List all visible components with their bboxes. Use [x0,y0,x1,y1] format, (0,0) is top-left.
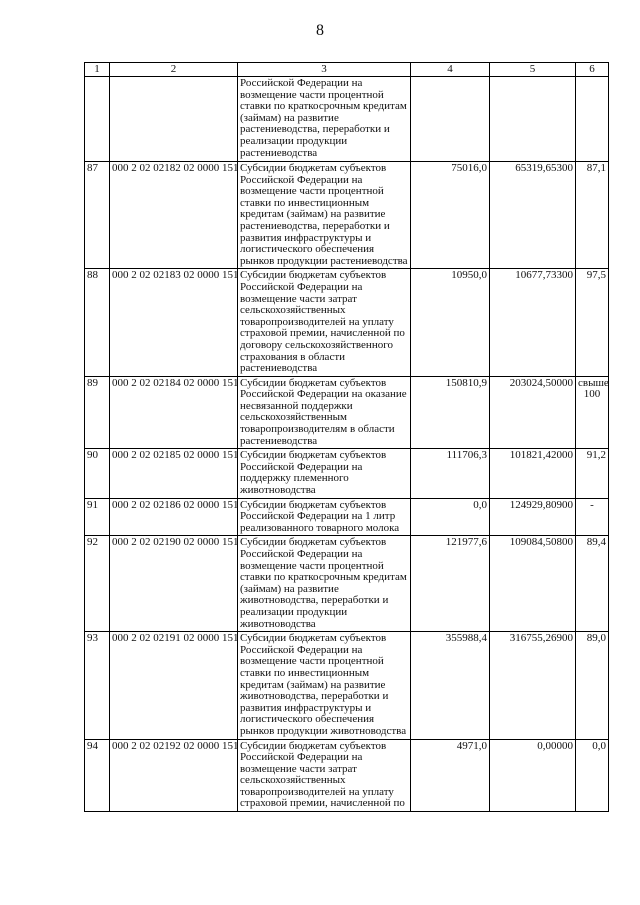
cell-plan: 10950,0 [411,269,490,376]
cell-num: 92 [85,536,110,632]
header-col-6: 6 [576,63,609,77]
cell-name: Российской Федерации на возмещение части процентной ставки по краткосрочным кредитам (займам) на развитие растениеводства, переработки и реализации продукции растениеводства [238,77,411,162]
cell-fact: 316755,26900 [490,632,576,739]
table-header-row [85,63,609,77]
cell-name: Субсидии бюджетам субъектов Российской Федерации на возмещение части процентной ставки по инвестиционным кредитам (займам) на развитие животноводства, переработки и развития инфраструктуры и логистического обеспечения рынков продукции животноводства [238,632,411,739]
cell-num [85,77,110,162]
table-row [85,536,609,632]
table-row [85,739,609,812]
cell-num: 88 [85,269,110,376]
cell-fact: 109084,50800 [490,536,576,632]
cell-pct: 89,4 [576,536,609,632]
cell-num: 93 [85,632,110,739]
page-number: 8 [316,22,324,39]
cell-pct: 87,1 [576,162,609,269]
cell-name: Субсидии бюджетам субъектов Российской Федерации на поддержку племенного животноводства [238,449,411,498]
cell-num: 89 [85,376,110,449]
cell-code: 000 2 02 02186 02 0000 151 [110,498,238,536]
cell-pct: свыше 100 [576,376,609,449]
header-col-2: 2 [110,63,238,77]
cell-name: Субсидии бюджетам субъектов Российской Федерации на возмещение части процентной ставки по инвестиционным кредитам (займам) на развитие растениеводства, переработки и развития инфраструктуры и логистического обеспечения рынков продукции растениеводства [238,162,411,269]
cell-plan [411,77,490,162]
cell-plan: 355988,4 [411,632,490,739]
cell-name: Субсидии бюджетам субъектов Российской Федерации на возмещение части затрат сельскохозяйственных товаропроизводителей на уплату страховой премии, начисленной по договору сельскохозяйственного страхования в области растениеводства [238,269,411,376]
cell-code: 000 2 02 02185 02 0000 151 [110,449,238,498]
cell-fact [490,77,576,162]
cell-plan: 4971,0 [411,739,490,812]
cell-code: 000 2 02 02183 02 0000 151 [110,269,238,376]
cell-name: Субсидии бюджетам субъектов Российской Федерации на 1 литр реализованного товарного молока [238,498,411,536]
cell-pct [576,77,609,162]
cell-num: 90 [85,449,110,498]
cell-plan: 111706,3 [411,449,490,498]
cell-pct: - [576,498,609,536]
cell-fact: 101821,42000 [490,449,576,498]
cell-fact: 0,00000 [490,739,576,812]
cell-num: 87 [85,162,110,269]
table-row [85,632,609,739]
cell-name: Субсидии бюджетам субъектов Российской Федерации на оказание несвязанной поддержки сельскохозяйственным товаропроизводителям в области растениеводства [238,376,411,449]
table-row [85,498,609,536]
cell-num: 94 [85,739,110,812]
cell-code: 000 2 02 02184 02 0000 151 [110,376,238,449]
cell-num: 91 [85,498,110,536]
cell-plan: 121977,6 [411,536,490,632]
cell-name: Субсидии бюджетам субъектов Российской Федерации на возмещение части процентной ставки по краткосрочным кредитам (займам) на развитие животноводства, переработки и реализации продукции животноводства [238,536,411,632]
cell-code: 000 2 02 02190 02 0000 151 [110,536,238,632]
cell-fact: 10677,73300 [490,269,576,376]
cell-plan: 0,0 [411,498,490,536]
cell-code: 000 2 02 02192 02 0000 151 [110,739,238,812]
budget-table [84,62,609,812]
cell-plan: 75016,0 [411,162,490,269]
cell-pct: 89,0 [576,632,609,739]
cell-pct: 0,0 [576,739,609,812]
cell-pct: 91,2 [576,449,609,498]
table-row-continuation [85,77,609,162]
cell-pct: 97,5 [576,269,609,376]
header-col-5: 5 [490,63,576,77]
cell-fact: 124929,80900 [490,498,576,536]
cell-plan: 150810,9 [411,376,490,449]
cell-code: 000 2 02 02191 02 0000 151 [110,632,238,739]
table-row [85,449,609,498]
table-row [85,162,609,269]
cell-code [110,77,238,162]
header-col-4: 4 [411,63,490,77]
table-row [85,376,609,449]
cell-fact: 65319,65300 [490,162,576,269]
table-row [85,269,609,376]
header-col-1: 1 [85,63,110,77]
header-col-3: 3 [238,63,411,77]
cell-name: Субсидии бюджетам субъектов Российской Федерации на возмещение части затрат сельскохозяйственных товаропроизводителей на уплату страховой премии, начисленной по [238,739,411,812]
cell-code: 000 2 02 02182 02 0000 151 [110,162,238,269]
cell-fact: 203024,50000 [490,376,576,449]
